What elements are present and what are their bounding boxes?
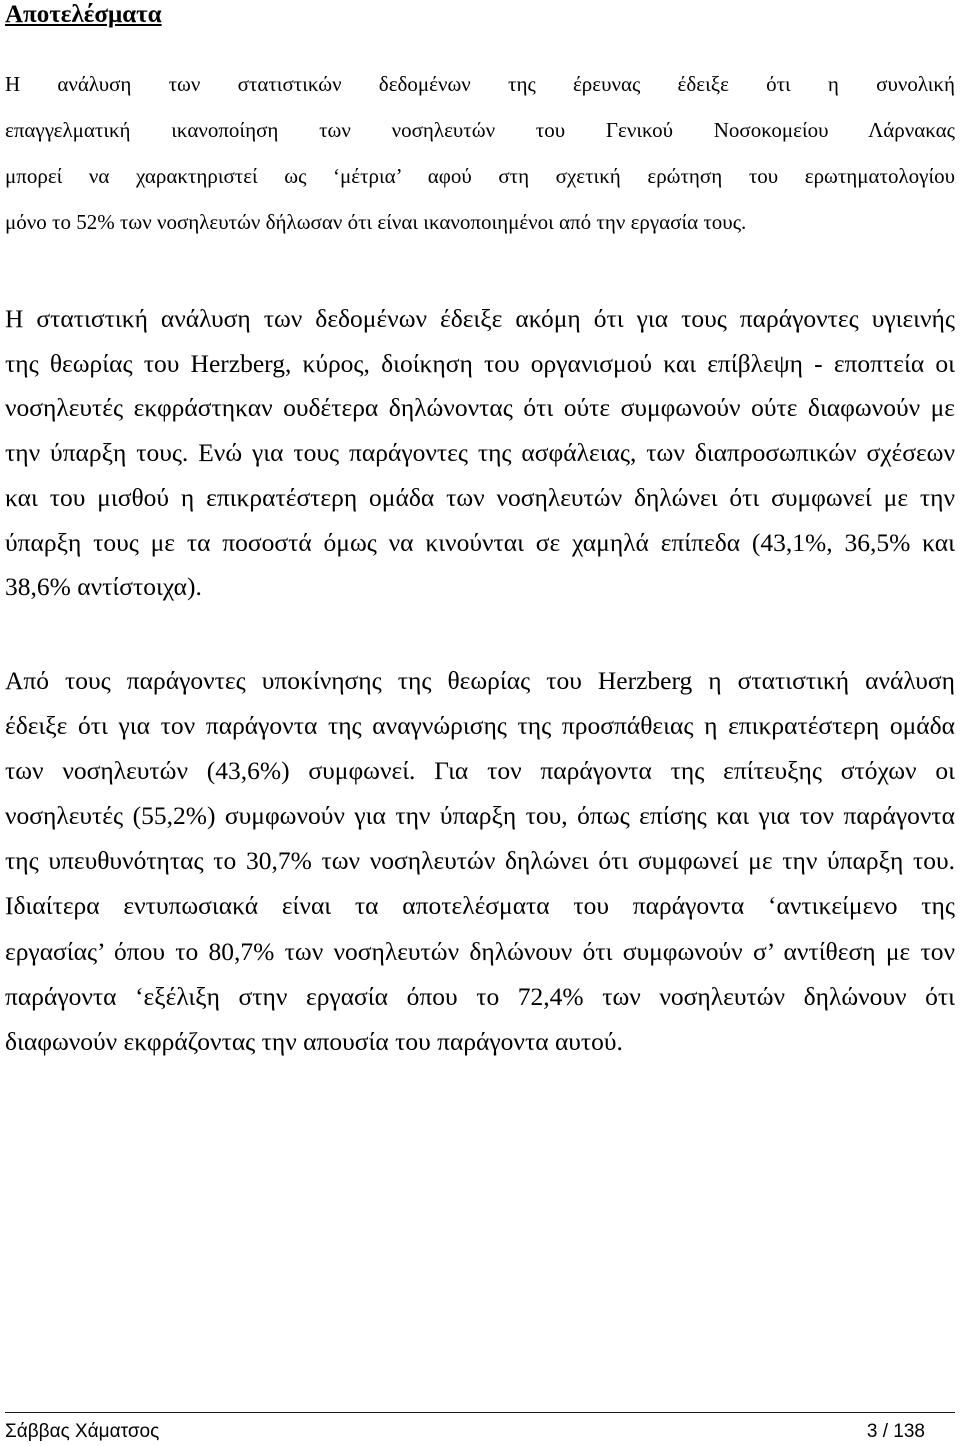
- text-line: της θεωρίας του Herzberg, κύρος, διοίκηση του οργανισμού και επίβλεψη - εποπτεία οι: [5, 348, 955, 378]
- paragraph-3: [5, 658, 955, 1064]
- paragraph-1: [5, 61, 955, 245]
- footer-author: Σάββας Χάματσος: [5, 1421, 160, 1442]
- paragraph-2: [5, 297, 955, 610]
- footer-rule: [5, 1412, 955, 1413]
- page-title: Αποτελέσματα: [5, 1, 162, 28]
- text-line: έδειξε ότι για τον παράγοντα της αναγνώρισης της προσπάθειας η επικρατέστερη ομάδα: [5, 711, 955, 741]
- text-line: Η ανάλυση των στατιστικών δεδομένων της έρευνας έδειξε ότι η συνολική: [5, 72, 955, 96]
- text-line: την ύπαρξη τους. Ενώ για τους παράγοντες της ασφάλειας, των διαπροσωπικών σχέσεων: [5, 438, 955, 468]
- text-line: Από τους παράγοντες υποκίνησης της θεωρίας του Herzberg η στατιστική ανάλυση: [5, 666, 955, 695]
- text-line: των νοσηλευτών (43,6%) συμφωνεί. Για τον παράγοντα της επίτευξης στόχων οι: [5, 756, 955, 786]
- text-line: νοσηλευτές (55,2%) συμφωνούν για την ύπαρξη του, όπως επίσης και για τον παράγοντα: [5, 801, 955, 831]
- text-line: εργασίας’ όπου το 80,7% των νοσηλευτών δηλώνουν ότι συμφωνούν σ’ αντίθεση με τον: [5, 936, 955, 966]
- text-line: Ιδιαίτερα εντυπωσιακά είναι τα αποτελέσματα του παράγοντα ‘αντικείμενο της: [5, 891, 955, 921]
- text-line: νοσηλευτές εκφράστηκαν ουδέτερα δηλώνοντας ότι ούτε συμφωνούν ούτε διαφωνούν με: [5, 393, 955, 423]
- text-line: ύπαρξη τους με τα ποσοστά όμως να κινούνται σε χαμηλά επίπεδα (43,1%, 36,5% και: [5, 527, 955, 557]
- page-number: 3 / 138: [866, 1421, 925, 1442]
- text-line: της υπευθυνότητας το 30,7% των νοσηλευτών δηλώνει ότι συμφωνεί με την ύπαρξη του.: [5, 846, 955, 876]
- text-line: διαφωνούν εκφράζοντας την απουσία του παράγοντα αυτού.: [5, 1026, 623, 1056]
- text-line: μπορεί να χαρακτηριστεί ως ‘μέτρια’ αφού στη σχετική ερώτηση του ερωτηματολογίου: [5, 164, 955, 188]
- text-line: παράγοντα ‘εξέλιξη στην εργασία όπου το 72,4% των νοσηλευτών δηλώνουν ότι: [5, 981, 955, 1011]
- text-line: Η στατιστική ανάλυση των δεδομένων έδειξε ακόμη ότι για τους παράγοντες υγιεινής: [5, 304, 955, 333]
- text-line: 38,6% αντίστοιχα).: [5, 572, 202, 602]
- text-line: επαγγελματική ικανοποίηση των νοσηλευτών του Γενικού Νοσοκομείου Λάρνακας: [5, 118, 955, 142]
- text-line: μόνο το 52% των νοσηλευτών δήλωσαν ότι είναι ικανοποιημένοι από την εργασία τους.: [5, 210, 747, 234]
- text-line: και του μισθού η επικρατέστερη ομάδα των νοσηλευτών δηλώνει ότι συμφωνεί με την: [5, 482, 955, 512]
